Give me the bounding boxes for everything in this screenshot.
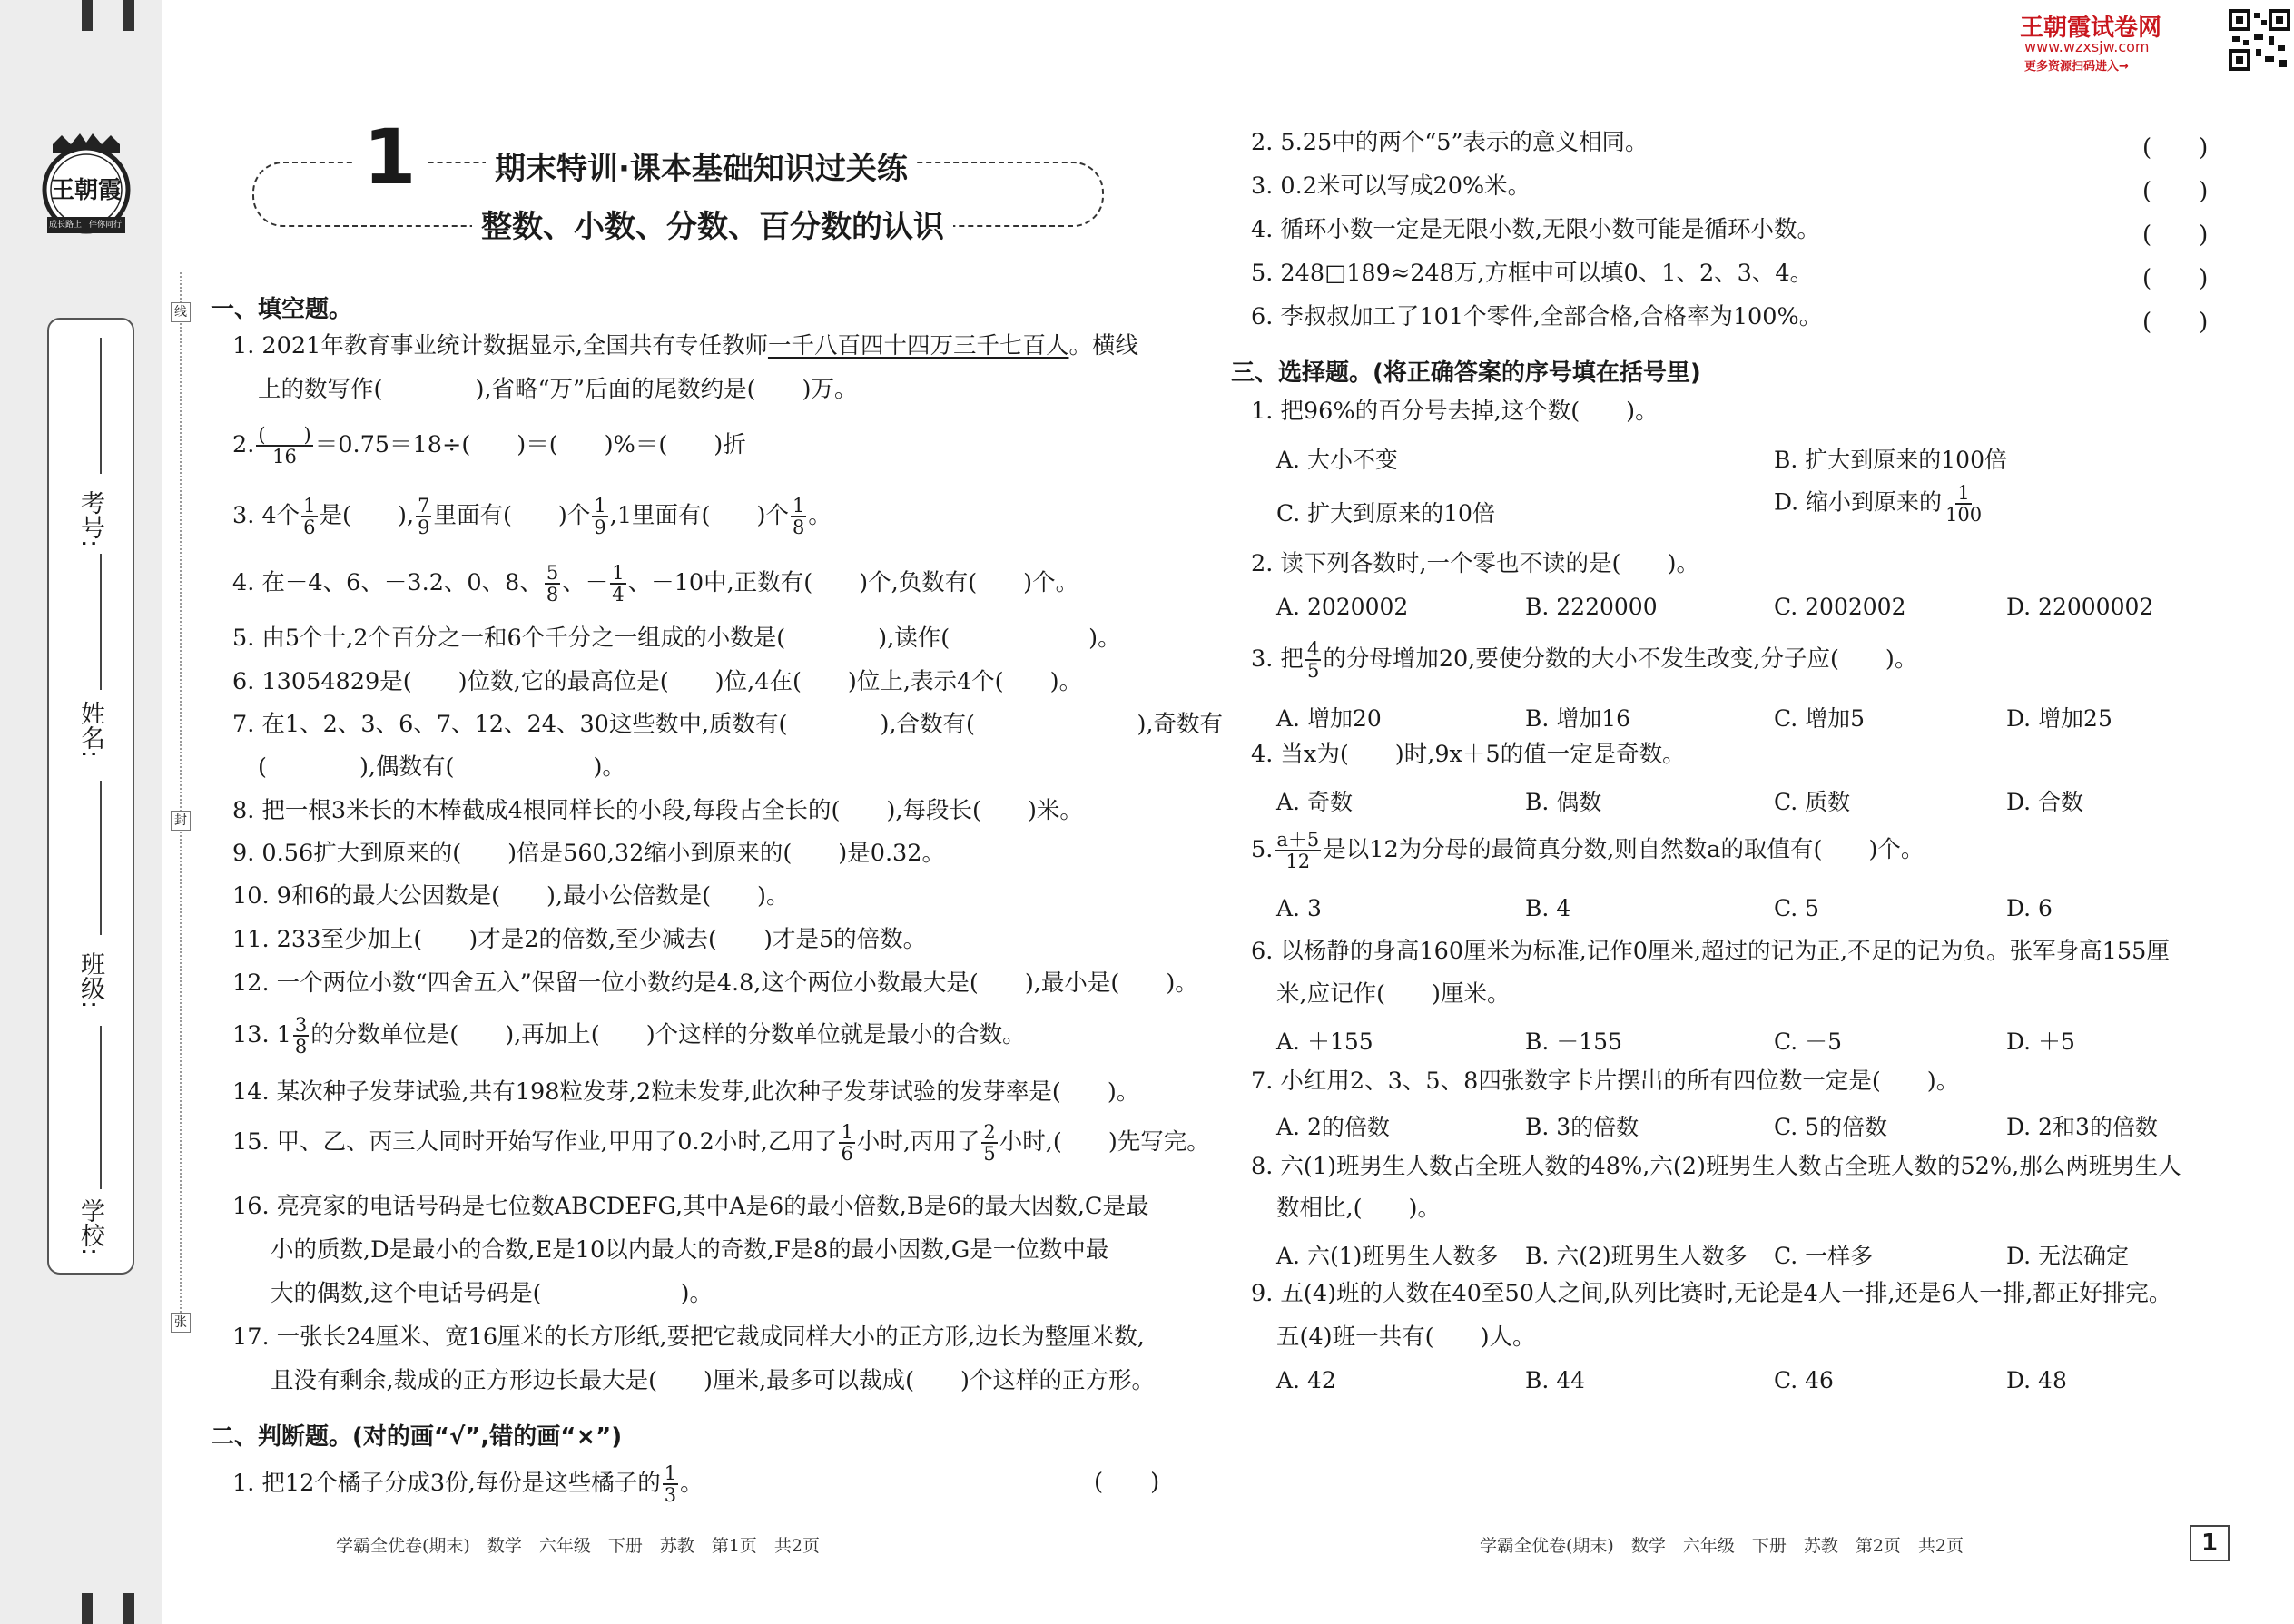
- answer-paren[interactable]: ( ): [2142, 178, 2209, 205]
- question-9: 9. 0.56扩大到原来的( )倍是560,32缩小到原来的( )是0.32。: [232, 840, 946, 867]
- option-b[interactable]: B. 4: [1525, 895, 1571, 921]
- binding-mark: [82, 1593, 93, 1624]
- section-heading: 三、选择题。(将正确答案的序号填在括号里): [1231, 359, 1701, 387]
- question-1-cont: 上的数写作( ),省略“万”后面的尾数约是( )万。: [258, 376, 858, 403]
- option-c[interactable]: C. 5的倍数: [1774, 1114, 1888, 1140]
- option-d[interactable]: D. 2和3的倍数: [2006, 1114, 2158, 1140]
- seal-char: 线: [171, 302, 191, 322]
- question-12: 12. 一个两位小数“四舍五入”保留一位小数约是4.8,这个两位小数最大是( ),最小是( )。: [232, 969, 1198, 997]
- page-subtitle: 整数、小数、分数、百分数的认识: [472, 202, 953, 246]
- choice-question-3: 3. 把 $\frac{4}{5}$ 的分母增加20,要使分数的大小不发生改变,分子应( )。: [1251, 638, 1918, 682]
- option-d[interactable]: D. 48: [2006, 1367, 2067, 1393]
- class-line[interactable]: [100, 781, 102, 935]
- answer-paren[interactable]: ( ): [2142, 309, 2209, 336]
- option-d[interactable]: D. ＋5: [2006, 1029, 2075, 1055]
- section-number: 1: [352, 116, 427, 198]
- option-b[interactable]: B. 六(2)班男生人数多: [1525, 1243, 1748, 1269]
- student-info-box: [47, 318, 134, 1275]
- class-label: 班级:: [76, 951, 104, 1009]
- choice-question-2: 2. 读下列各数时,一个零也不读的是( )。: [1251, 550, 1699, 577]
- option-d[interactable]: D. 增加25: [2006, 705, 2112, 732]
- seal-char: 封: [171, 811, 191, 831]
- question-6: 6. 13054829是( )位数,它的最高位是( )位,4在( )位上,表示4个( )。: [232, 668, 1083, 695]
- site-brand: 王朝霞试卷网: [2020, 15, 2162, 42]
- choice-question-8: 8. 六(1)班男生人数占全班人数的48%,六(2)班男生人数占全班人数的52%,那么两班男生人: [1251, 1153, 2181, 1180]
- footer-left: 学霸全优卷(期末) 数学 六年级 下册 苏教 第1页 共2页: [336, 1536, 821, 1556]
- option-a[interactable]: A. 2020002: [1276, 594, 1409, 620]
- option-b[interactable]: B. 增加16: [1525, 705, 1631, 732]
- logo-motto: 成长路上: [49, 221, 83, 230]
- binding-mark: [123, 0, 134, 31]
- option-c[interactable]: C. 扩大到原来的10倍: [1276, 500, 1495, 527]
- option-b[interactable]: B. 偶数: [1525, 789, 1602, 815]
- option-d[interactable]: D. 22000002: [2006, 594, 2154, 620]
- option-d[interactable]: D. 合数: [2006, 789, 2084, 815]
- question-3: 3. 4个 $\frac{1}{6}$ 是( ), $\frac{7}{9}$ 里面有( )个 $\frac{1}{9}$ ,1里面有( )个 $\frac{1}{8}$ 。: [232, 495, 832, 538]
- choice-question-4: 4. 当x为( )时,9x＋5的值一定是奇数。: [1251, 741, 1686, 768]
- footer-right: 学霸全优卷(期末) 数学 六年级 下册 苏教 第2页 共2页: [1480, 1536, 1964, 1556]
- seal-line: [180, 272, 182, 1316]
- answer-paren[interactable]: ( ): [2142, 221, 2209, 249]
- question-10: 10. 9和6的最大公因数是( ),最小公倍数是( )。: [232, 882, 790, 910]
- qr-code-icon[interactable]: [2229, 9, 2290, 71]
- school-line[interactable]: [100, 1026, 102, 1189]
- answer-paren[interactable]: ( ): [2142, 134, 2209, 162]
- choice-question-5: 5. $\frac{a+5}{12}$ 是以12为分母的最简真分数,则自然数a的取值有( )个。: [1251, 829, 1925, 872]
- question-11: 11. 233至少加上( )才是2的倍数,至少减去( )才是5的倍数。: [232, 926, 927, 953]
- option-b[interactable]: B. 3的倍数: [1525, 1114, 1639, 1140]
- option-c[interactable]: C. 一样多: [1774, 1243, 1874, 1269]
- binding-mark: [123, 1593, 134, 1624]
- binding-mark: [82, 0, 93, 31]
- question-17: 17. 一张长24厘米、宽16厘米的长方形纸,要把它裁成同样大小的正方形,边长为整厘米数,: [232, 1324, 1145, 1351]
- question-13: 13. 1 $\frac{3}{8}$ 的分数单位是( ),再加上( )个这样的分数单位就是最小的合数。: [232, 1014, 1026, 1058]
- option-d[interactable]: D. 缩小到原来的 $\frac{1}{100}$: [1774, 482, 1983, 526]
- choice-question-7: 7. 小红用2、3、5、8四张数字卡片摆出的所有四位数一定是( )。: [1251, 1068, 1960, 1095]
- option-b[interactable]: B. 44: [1525, 1367, 1586, 1393]
- question-8: 8. 把一根3米长的木棒截成4根同样长的小段,每段占全长的( ),每段长( )米。: [232, 797, 1083, 824]
- name-line[interactable]: [100, 554, 102, 690]
- option-a[interactable]: A. 3: [1276, 895, 1322, 921]
- section-heading: 二、判断题。(对的画“√”,错的画“×”): [211, 1423, 623, 1451]
- option-c[interactable]: C. 质数: [1774, 789, 1851, 815]
- question-7-cont: ( ),偶数有( )。: [258, 753, 625, 781]
- option-c[interactable]: C. 46: [1774, 1367, 1834, 1393]
- option-c[interactable]: C. 2002002: [1774, 594, 1906, 620]
- judge-question-6: 6. 李叔叔加工了101个零件,全部合格,合格率为100%。: [1251, 303, 1823, 330]
- question-5: 5. 由5个十,2个百分之一和6个千分之一组成的小数是( ),读作( )。: [232, 625, 1121, 652]
- logo-motto: 伴你同行: [89, 221, 123, 230]
- choice-question-6: 6. 以杨静的身高160厘米为标准,记作0厘米,超过的记为正,不足的记为负。张军身高155厘: [1251, 938, 2170, 965]
- option-b[interactable]: B. －155: [1525, 1029, 1622, 1055]
- page-number: 1: [2190, 1525, 2230, 1561]
- question-16-cont: 大的偶数,这个电话号码是( )。: [271, 1280, 714, 1307]
- exam-number-label: 考号:: [76, 490, 104, 548]
- question-7: 7. 在1、2、3、6、7、12、24、30这些数中,质数有( ),合数有( ),奇数有: [232, 711, 1224, 738]
- option-c[interactable]: C. 5: [1774, 895, 1820, 921]
- option-b[interactable]: B. 扩大到原来的100倍: [1774, 447, 2007, 473]
- choice-question-9-cont: 五(4)班一共有( )人。: [1276, 1324, 1536, 1351]
- option-b[interactable]: B. 2220000: [1525, 594, 1658, 620]
- school-label: 学校:: [76, 1198, 104, 1256]
- choice-question-9: 9. 五(4)班的人数在40至50人之间,队列比赛时,无论是4人一排,还是6人一排,都正好排完。: [1251, 1280, 2172, 1307]
- option-a[interactable]: A. 增加20: [1276, 705, 1382, 732]
- option-a[interactable]: A. 奇数: [1276, 789, 1353, 815]
- option-c[interactable]: C. －5: [1774, 1029, 1843, 1055]
- site-url[interactable]: www.wzxsjw.com: [2024, 38, 2150, 55]
- option-a[interactable]: A. 2的倍数: [1276, 1114, 1390, 1140]
- question-17-cont: 且没有剩余,裁成的正方形边长最大是( )厘米,最多可以裁成( )个这样的正方形。: [271, 1367, 1156, 1394]
- option-d[interactable]: D. 6: [2006, 895, 2053, 921]
- seal-char: 张: [171, 1313, 191, 1333]
- site-tagline: 更多资源扫码进入→: [2024, 60, 2129, 74]
- answer-paren[interactable]: ( ): [1094, 1469, 1160, 1496]
- logo: [34, 132, 138, 242]
- name-label: 姓名:: [76, 701, 104, 759]
- question-16-cont: 小的质数,D是最小的合数,E是10以内最大的奇数,F是8的最小因数,G是一位数中最: [271, 1236, 1109, 1264]
- question-1: 1. 2021年教育事业统计数据显示,全国共有专任教师一千八百四十四万三千七百人。横线: [232, 332, 1138, 359]
- judge-question-1: 1. 把12个橘子分成3份,每份是这些橘子的 $\frac{1}{3}$ 。: [232, 1462, 704, 1506]
- exam-number-line[interactable]: [100, 338, 102, 474]
- choice-question-1: 1. 把96%的百分号去掉,这个数( )。: [1251, 398, 1659, 425]
- question-4: 4. 在－4、6、－3.2、0、8、 $\frac{5}{8}$ 、－ $\frac{1}{4}$ 、－10中,正数有( )个,负数有( )个。: [232, 562, 1079, 605]
- logo-name: 王朝霞: [50, 177, 122, 204]
- choice-question-8-cont: 数相比,( )。: [1276, 1195, 1442, 1222]
- question-14: 14. 某次种子发芽试验,共有198粒发芽,2粒未发芽,此次种子发芽试验的发芽率是( )。: [232, 1078, 1140, 1106]
- page-title: 期末特训·课本基础知识过关练: [486, 143, 917, 188]
- option-c[interactable]: C. 增加5: [1774, 705, 1866, 732]
- judge-question-2: 2. 5.25中的两个“5”表示的意义相同。: [1251, 129, 1649, 156]
- option-a[interactable]: A. 六(1)班男生人数多: [1276, 1243, 1499, 1269]
- judge-question-3: 3. 0.2米可以写成20%米。: [1251, 172, 1531, 200]
- question-15: 15. 甲、乙、丙三人同时开始写作业,甲用了0.2小时,乙用了 $\frac{1}{6}$ 小时,丙用了 $\frac{2}{5}$ 小时,( )先写完。: [232, 1121, 1210, 1165]
- option-a[interactable]: A. 42: [1276, 1367, 1336, 1393]
- judge-question-5: 5. 248□189≈248万,方框中可以填0、1、2、3、4。: [1251, 260, 1814, 287]
- option-d[interactable]: D. 无法确定: [2006, 1243, 2130, 1269]
- question-2: 2. $\frac{( )}{16}$ ＝0.75＝18÷( )＝( )%＝( )折: [232, 424, 746, 468]
- answer-paren[interactable]: ( ): [2142, 265, 2209, 292]
- judge-question-4: 4. 循环小数一定是无限小数,无限小数可能是循环小数。: [1251, 216, 1821, 243]
- section-heading: 一、填空题。: [211, 296, 353, 323]
- choice-question-6-cont: 米,应记作( )厘米。: [1276, 980, 1511, 1008]
- option-a[interactable]: A. 大小不变: [1276, 447, 1398, 473]
- option-a[interactable]: A. ＋155: [1276, 1029, 1373, 1055]
- question-16: 16. 亮亮家的电话号码是七位数ABCDEFG,其中A是6的最小倍数,B是6的最大因数,C是最: [232, 1193, 1149, 1220]
